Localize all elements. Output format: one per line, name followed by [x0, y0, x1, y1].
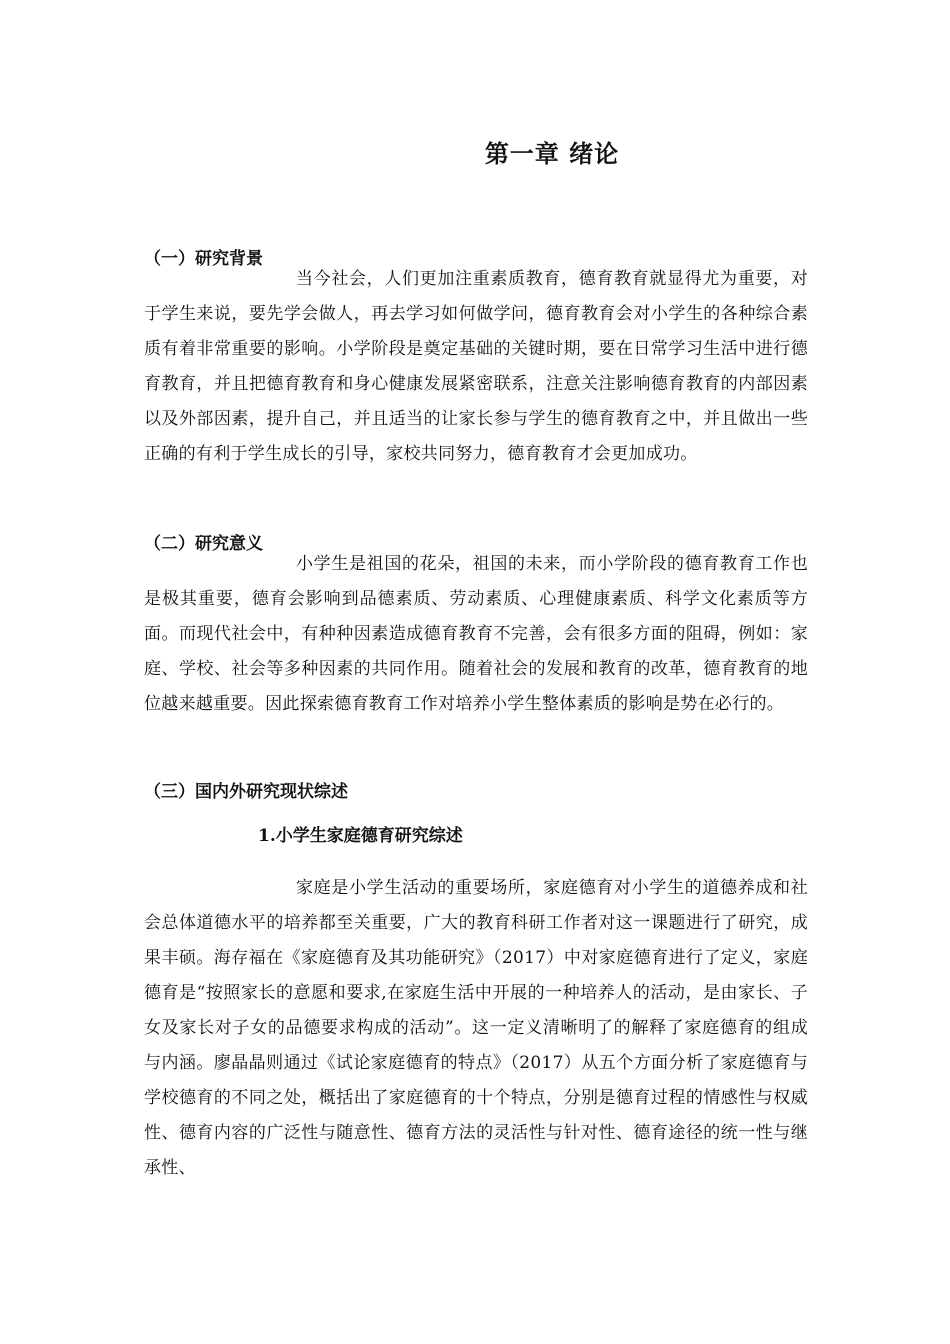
section-heading-significance: （二）研究意义 — [144, 534, 263, 554]
section-paragraph-background: 当今社会，人们更加注重素质教育，德育教育就显得尤为重要，对于学生来说，要先学会做人，再去学习如何做学问，德育教育会对小学生的各种综合素质有着非常重要的影响。小学阶段是奠定基础的关键时期，要在日常学习生活中进行德育教育，并且把德育教育和身心健康发展紧密联系，注意关注影响德育教育的内部因素以及外部因素，提升自己，并且适当的让家长参与学生的德育教育之中，并且做出一些正确的有利于学生成长的引导，家校共同努力，德育教育才会更加成功。 — [144, 269, 808, 464]
section-heading-literature-review: （三）国内外研究现状综述 — [144, 782, 348, 802]
chapter-title: 第一章 绪论 — [484, 140, 620, 168]
section-paragraph-literature-review: 家庭是小学生活动的重要场所，家庭德育对小学生的道德养成和社会总体道德水平的培养都至关重要，广大的教育科研工作者对这一课题进行了研究，成果丰硕。海存福在《家庭德育及其功能研究》（2017）中对家庭德育进行了定义，家庭德育是“按照家长的意愿和要求,在家庭生活中开展的一种培养人的活动，是由家长、子女及家长对子女的品德要求构成的活动”。这一定义清晰明了的解释了家庭德育的组成与内涵。廖晶晶则通过《试论家庭德育的特点》（2017）从五个方面分析了家庭德育与学校德育的不同之处，概括出了家庭德育的十个特点，分别是德育过程的情感性与权威性、德育内容的广泛性与随意性、德育方法的灵活性与针对性、德育途径的统一性与继承性、 — [144, 878, 808, 1178]
section-heading-background: （一）研究背景 — [144, 249, 263, 269]
section-paragraph-significance: 小学生是祖国的花朵，祖国的未来，而小学阶段的德育教育工作也是极其重要，德育会影响到品德素质、劳动素质、心理健康素质、科学文化素质等方面。而现代社会中，有种种因素造成德育教育不完善，会有很多方面的阻碍，例如：家庭、学校、社会等多种因素的共同作用。随着社会的发展和教育的改革，德育教育的地位越来越重要。因此探索德育教育工作对培养小学生整体素质的影响是势在必行的。 — [144, 554, 808, 714]
subsection-heading-family-moral-education: 1.小学生家庭德育研究综述 — [258, 826, 463, 846]
